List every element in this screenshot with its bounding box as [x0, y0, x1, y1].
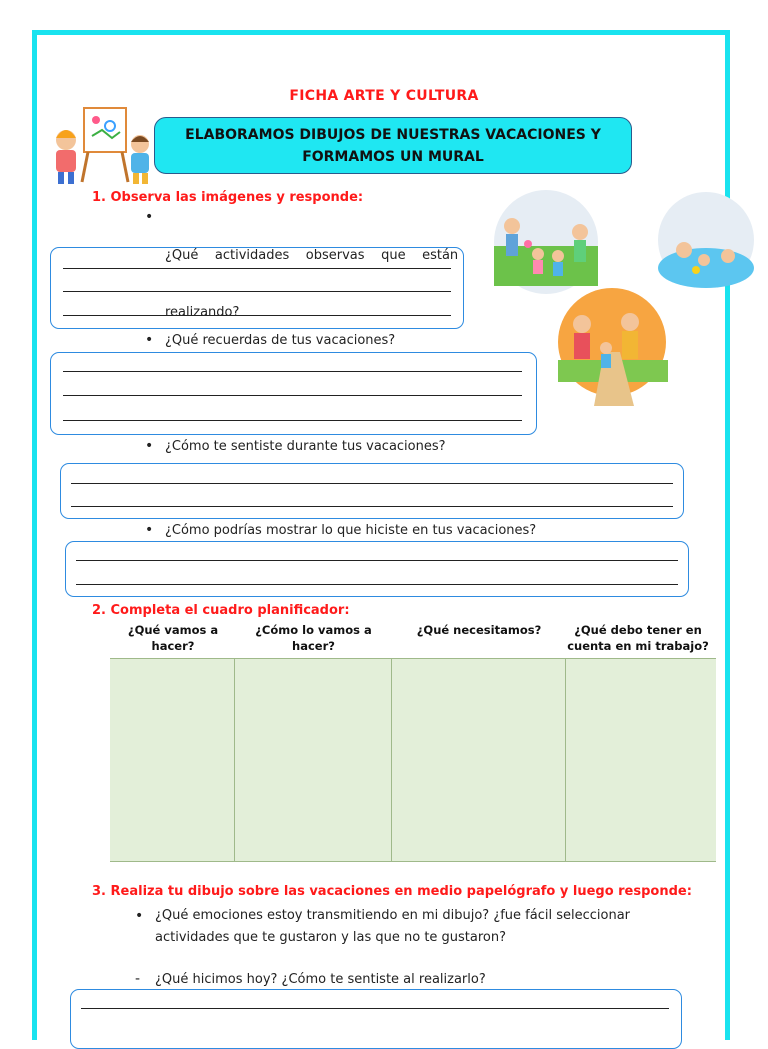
question-5-line-2: actividades que te gustaron y las que no te gustaron?: [155, 930, 507, 945]
question-1-line-1: • ¿Qué actividades observas que están: [165, 248, 459, 263]
answer-box-4[interactable]: [65, 541, 689, 597]
planner-header-line: hacer?: [292, 639, 335, 653]
planner-header-how: [236, 622, 391, 654]
section-1-heading: 1. Observa las imágenes y responde:: [92, 190, 364, 205]
planner-header-line: ¿Qué necesitamos?: [416, 623, 542, 637]
answer-box-2[interactable]: [50, 352, 537, 435]
planner-cell-what[interactable]: [110, 659, 234, 861]
question-5: [155, 905, 675, 949]
answer-line: [76, 584, 678, 585]
planner-header-line: ¿Qué vamos a: [127, 623, 219, 637]
planner-cell-consider[interactable]: [566, 659, 716, 861]
answer-line: [71, 483, 673, 484]
section-2-heading: 2. Completa el cuadro planificador:: [92, 603, 350, 618]
answer-line: [63, 268, 451, 269]
planner-header-line: hacer?: [151, 639, 195, 653]
page-title: FICHA ARTE Y CULTURA: [289, 88, 479, 104]
planner-header-line: ¿Cómo lo vamos a: [255, 623, 372, 637]
kids-painting-easel-icon: [44, 104, 156, 186]
section-3-heading: 3. Realiza tu dibujo sobre las vacaciones en medio papelógrafo y luego responde:: [92, 884, 692, 899]
title-banner: [154, 117, 632, 174]
answer-box-3[interactable]: [60, 463, 684, 519]
planner-header-consider: [563, 622, 713, 654]
banner-line-1: ELABORAMOS DIBUJOS DE NUESTRAS VACACIONES Y: [185, 126, 601, 143]
question-1-line-2: realizando?: [165, 305, 240, 320]
answer-box-5[interactable]: [70, 989, 682, 1049]
planner-header-line: ¿Qué debo tener en: [574, 623, 702, 637]
answer-line: [63, 395, 522, 396]
answer-line: [63, 315, 451, 316]
answer-line: [76, 560, 678, 561]
answer-line: [81, 1008, 669, 1009]
question-2: • ¿Qué recuerdas de tus vacaciones?: [165, 331, 395, 350]
answer-line: [71, 506, 673, 507]
answer-line: [63, 371, 522, 372]
planner-cell-needs[interactable]: [392, 659, 565, 861]
question-6: - ¿Qué hicimos hoy? ¿Cómo te sentiste al realizarlo?: [155, 970, 486, 989]
planner-header-line: cuenta en mi trabajo?: [567, 639, 709, 653]
banner-line-2: FORMAMOS UN MURAL: [302, 148, 484, 165]
answer-box-1[interactable]: [50, 247, 464, 329]
planner-table: [110, 658, 716, 862]
question-4: • ¿Cómo podrías mostrar lo que hiciste en tus vacaciones?: [165, 521, 536, 540]
question-3: • ¿Cómo te sentiste durante tus vacaciones?: [165, 437, 446, 456]
planner-cell-how[interactable]: [235, 659, 391, 861]
planner-header-needs: [393, 622, 565, 638]
planner-header-what: [112, 622, 234, 654]
answer-line: [63, 420, 522, 421]
answer-line: [63, 291, 451, 292]
question-5-line-1: • ¿Qué emociones estoy transmitiendo en mi dibujo? ¿fue fácil seleccionar: [155, 908, 631, 923]
